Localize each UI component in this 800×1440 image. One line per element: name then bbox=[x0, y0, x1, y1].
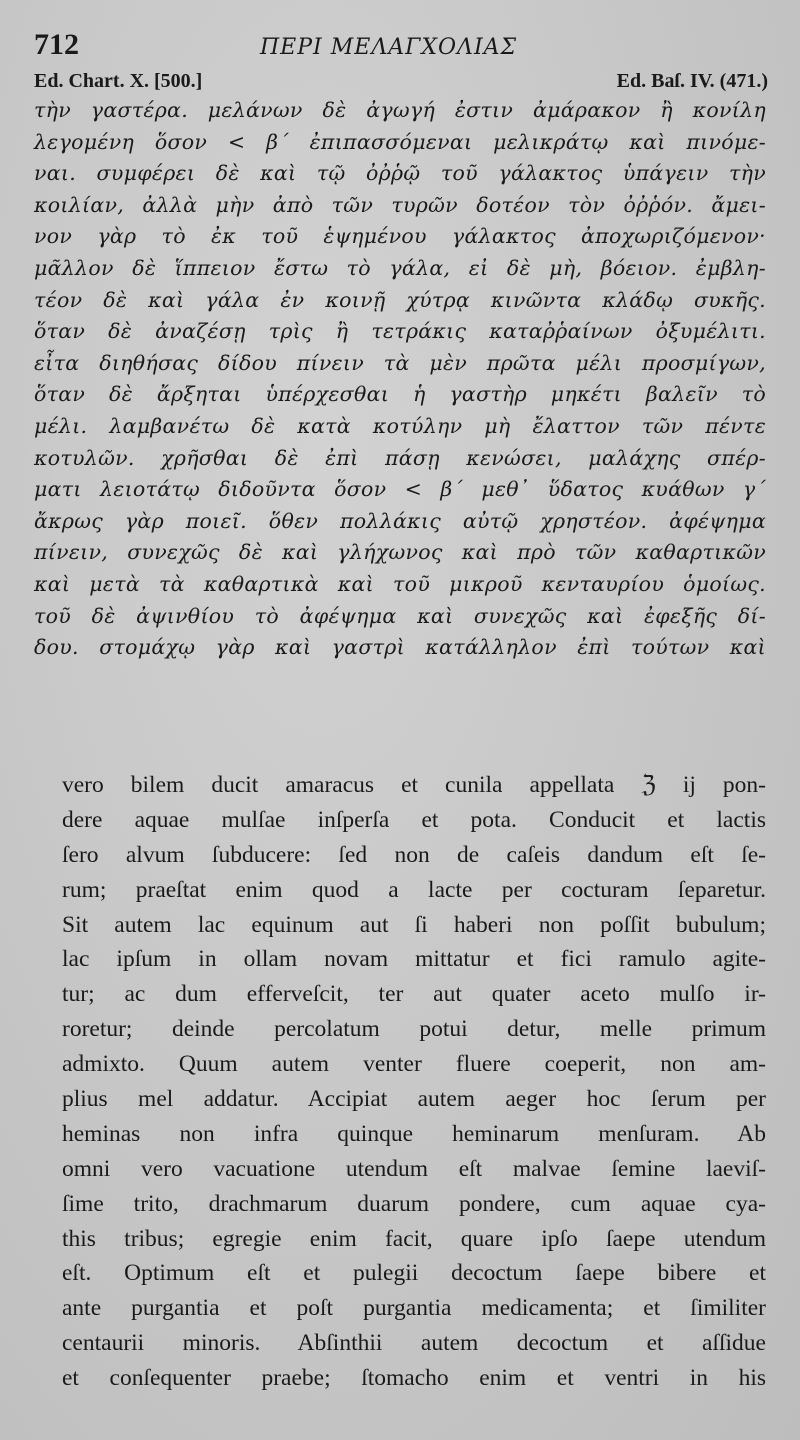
latin-line: heminas non infra quinque heminarum menſuram. Ab bbox=[62, 1120, 766, 1147]
latin-line: ſero alvum ſubducere: ſed non de caſeis dandum eſt ſe- bbox=[62, 841, 766, 868]
latin-text-block bbox=[62, 768, 766, 1396]
latin-line: admixto. Quum autem venter fluere coeperit, non am- bbox=[62, 1051, 766, 1078]
greek-line: ναι. συμφέρει δὲ καὶ τῷ ὀῤῥῷ τοῦ γάλακτος ὑπάγειν τὴν bbox=[34, 161, 766, 186]
greek-line: ἄκρως γὰρ ποιεῖ. ὅθεν πολλάκις αὐτῷ χρηστέον. ἀφέψημα bbox=[34, 508, 766, 533]
latin-line: this tribus; egregie enim facit, quare ipſo ſaepe utendum bbox=[62, 1225, 766, 1252]
latin-line: vero bilem ducit amaracus et cunila appellata ℨ ij pon- bbox=[62, 772, 766, 798]
edition-left: Ed. Chart. X. [500.] bbox=[34, 70, 203, 92]
greek-line: κοιλίαν, ἀλλὰ μὴν ἀπὸ τῶν τυρῶν δοτέον τὸν ὀῤῥόν. ἄμει- bbox=[34, 192, 766, 217]
latin-line: centaurii minoris. Abſinthii autem decoctum et aſſidue bbox=[62, 1330, 766, 1357]
edition-right: Ed. Baſ. IV. (471.) bbox=[616, 70, 768, 92]
greek-line: ματι λειοτάτῳ διδοῦντα ὅσον < β΄ μεθ᾽ ὕδατος κυάθων γ΄ bbox=[34, 477, 766, 502]
greek-line: εἶτα διηθήσας δίδου πίνειν τὰ μὲν πρῶτα μέλι προσμίγων, bbox=[34, 350, 766, 375]
greek-line: τὴν γαστέρα. μελάνων δὲ ἀγωγή ἐστιν ἀμάρακον ἢ κονίλη bbox=[34, 98, 766, 122]
latin-line: tur; ac dum efferveſcit, ter aut quater aceto mulſo ir- bbox=[62, 981, 766, 1008]
greek-line: ὅταν δὲ ἀναζέσῃ τρὶς ἢ τετράκις καταῤῥαίνων ὀξυμέλιτι. bbox=[34, 319, 766, 344]
latin-line: Sit autem lac equinum aut ſi haberi non poſſit bubulum; bbox=[62, 911, 766, 938]
greek-line: πίνειν, συνεχῶς δὲ καὶ γλήχωνος καὶ πρὸ τῶν καθαρτικῶν bbox=[34, 540, 766, 565]
latin-line: roretur; deinde percolatum potui detur, melle primum bbox=[62, 1016, 766, 1043]
latin-line: ſime trito, drachmarum duarum pondere, cum aquae cya- bbox=[62, 1190, 766, 1217]
greek-line: μᾶλλον δὲ ἵππειον ἔστω τὸ γάλα, εἰ δὲ μὴ, βόειον. ἐμβλη- bbox=[34, 255, 766, 280]
greek-line: τοῦ δὲ ἀψινθίου τὸ ἀφέψημα καὶ συνεχῶς καὶ ἐφεξῆς δί- bbox=[34, 603, 766, 628]
latin-line: lac ipſum in ollam novam mittatur et fici ramulo agite- bbox=[62, 946, 766, 973]
greek-line: νον γὰρ τὸ ἐκ τοῦ ἑψημένου γάλακτος ἀποχωριζόμενον· bbox=[34, 224, 766, 249]
greek-line: μέλι. λαμβανέτω δὲ κατὰ κοτύλην μὴ ἔλαττον τῶν πέντε bbox=[34, 413, 766, 438]
latin-line: plius mel addatur. Accipiat autem aeger hoc ſerum per bbox=[62, 1086, 766, 1113]
greek-line: δου. στομάχῳ γὰρ καὶ γαστρὶ κατάλληλον ἐπὶ τούτων καὶ bbox=[34, 635, 766, 660]
latin-line: omni vero vacuatione utendum eſt malvae ſemine laeviſ- bbox=[62, 1155, 766, 1182]
greek-line: ὅταν δὲ ἄρξηται ὑπέρχεσθαι ἡ γαστὴρ μηκέτι βαλεῖν τὸ bbox=[34, 382, 766, 407]
greek-line: λεγομένη ὅσον < β΄ ἐπιπασσόμεναι μελικράτῳ καὶ πινόμε- bbox=[34, 129, 766, 154]
latin-line: et conſequenter praebe; ſtomacho enim et ventri in his bbox=[62, 1365, 766, 1392]
latin-line: eſt. Optimum eſt et pulegii decoctum ſaepe bibere et bbox=[62, 1260, 766, 1287]
greek-line: κοτυλῶν. χρῆσθαι δὲ ἐπὶ πάσῃ κενώσει, μαλάχης σπέρ- bbox=[34, 445, 766, 470]
greek-line: καὶ μετὰ τὰ καθαρτικὰ καὶ τοῦ μικροῦ κενταυρίου ὁμοίως. bbox=[34, 571, 766, 596]
latin-line: dere aquae mulſae inſperſa et pota. Conducit et lactis bbox=[62, 806, 766, 833]
running-title: ΠΕΡΙ ΜΕΛΑΓΧΟΛΙΑΣ bbox=[260, 35, 518, 60]
greek-text-block bbox=[34, 95, 766, 664]
page-number: 712 bbox=[34, 28, 79, 61]
edition-references bbox=[34, 70, 768, 96]
latin-line: ante purgantia et poſt purgantia medicamenta; et ſimiliter bbox=[62, 1295, 766, 1322]
latin-line: rum; praeſtat enim quod a lacte per cocturam ſeparetur. bbox=[62, 876, 766, 903]
greek-line: τέον δὲ καὶ γάλα ἐν κοινῇ χύτρᾳ κινῶντα κλάδῳ συκῆς. bbox=[34, 287, 766, 312]
page-header bbox=[34, 28, 770, 64]
